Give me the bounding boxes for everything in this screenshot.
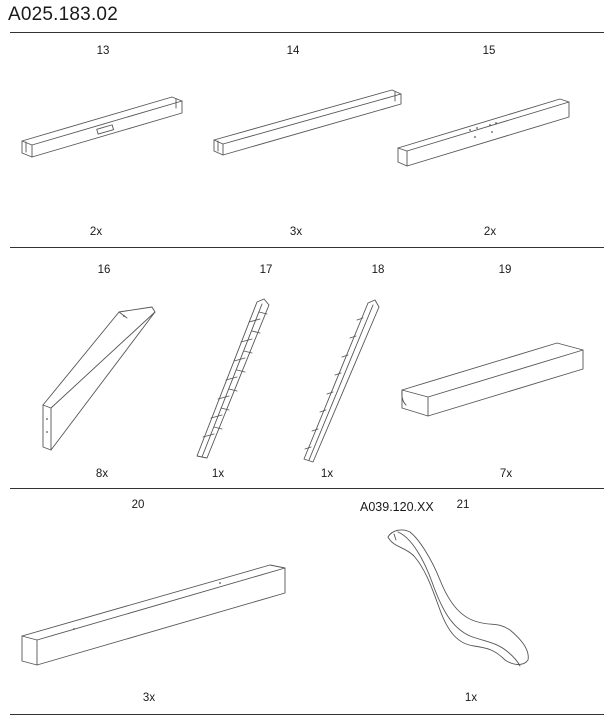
part-number-17: 17: [259, 264, 273, 276]
quantity-15: 2x: [483, 226, 497, 238]
part-number-20: 20: [131, 499, 145, 511]
document-code: A025.183.02: [8, 4, 118, 25]
quantity-20: 3x: [142, 692, 156, 704]
part-number-15: 15: [482, 45, 496, 57]
quantity-19: 7x: [499, 468, 513, 480]
part-number-16: 16: [97, 264, 111, 276]
part-number-14: 14: [286, 45, 300, 57]
quantity-17: 1x: [211, 468, 225, 480]
part-number-18: 18: [371, 264, 385, 276]
quantity-18: 1x: [320, 468, 334, 480]
quantity-16: 8x: [95, 468, 109, 480]
part-number-13: 13: [96, 45, 110, 57]
quantity-21: 1x: [464, 692, 478, 704]
quantity-14: 3x: [289, 226, 303, 238]
part-code-21: A039.120.XX: [360, 500, 434, 514]
part-number-21: 21: [456, 499, 470, 511]
part-number-19: 19: [498, 264, 512, 276]
quantity-13: 2x: [89, 226, 103, 238]
